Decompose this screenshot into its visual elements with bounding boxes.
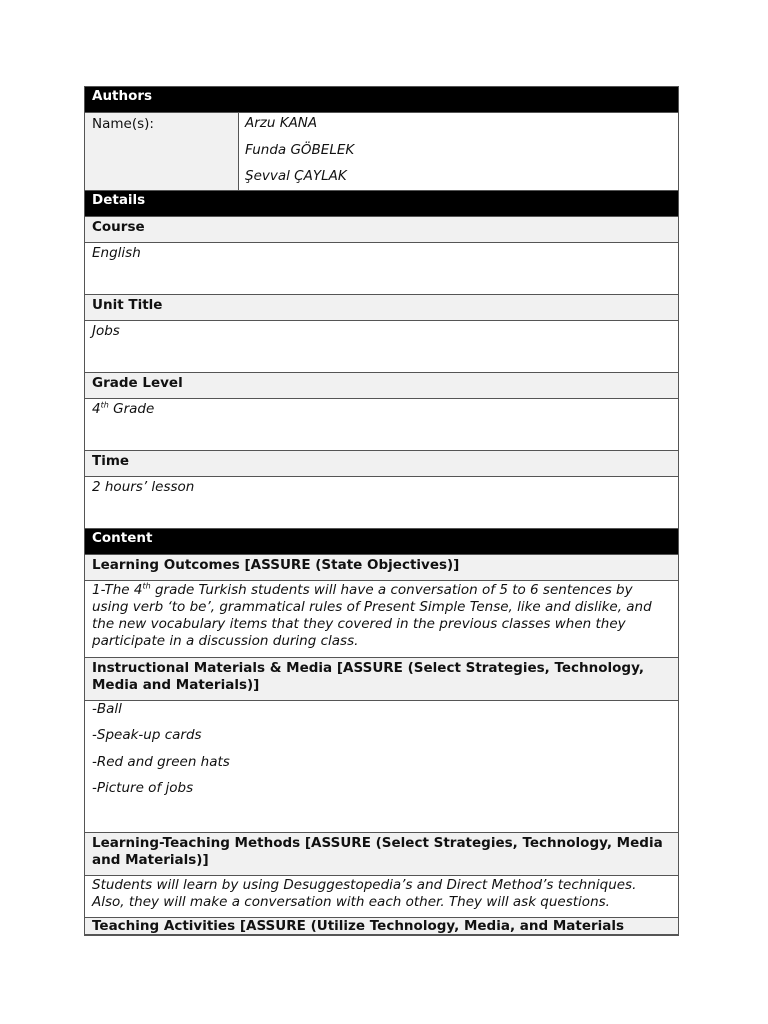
list-item: -Picture of jobs: [92, 779, 194, 796]
course-label: Course: [85, 217, 678, 243]
author-name: Funda GÖBELEK: [245, 141, 355, 158]
learning-outcomes-label: Learning Outcomes [ASSURE (State Objectives)]: [85, 555, 678, 581]
grade-ordinal: th: [100, 400, 109, 410]
grade-level-label: Grade Level: [85, 373, 678, 399]
outcome-ordinal: th: [142, 581, 151, 591]
names-label: Name(s):: [85, 113, 239, 190]
unit-title-value: Jobs: [85, 321, 678, 373]
unit-title-label: Unit Title: [85, 295, 678, 321]
methods-text: Students will learn by using Desuggestopedia’s and Direct Method’s techniques. Also, they will make a conversation with each other. They will ask questions.: [85, 876, 678, 918]
grade-level-value: [85, 399, 678, 451]
course-value: English: [85, 243, 678, 295]
materials-list: [85, 701, 678, 833]
list-item: -Speak-up cards: [92, 727, 202, 744]
list-item: -Ball: [92, 701, 122, 717]
methods-label: Learning-Teaching Methods [ASSURE (Select Strategies, Technology, Media and Materials)]: [85, 833, 678, 876]
materials-label: Instructional Materials & Media [ASSURE (Select Strategies, Technology, Media and Materials)]: [85, 658, 678, 701]
time-label: Time: [85, 451, 678, 477]
outcome-body: grade Turkish students will have a conversation of 5 to 6 sentences by using verb ‘to be’, grammatical rules of Present Simple Tense, like and dislike, and the new vocabulary items that they covered in the previous classes when they participate in a discussion during class.: [92, 582, 652, 649]
content-section-header: Content: [85, 529, 678, 555]
author-name: Şevval ÇAYLAK: [245, 168, 347, 184]
lesson-plan-table: [84, 86, 679, 936]
grade-word: Grade: [113, 401, 155, 417]
grade-number: 4: [92, 401, 101, 417]
author-names: [239, 113, 678, 190]
learning-outcome-text: [85, 581, 678, 658]
list-item: -Red and green hats: [92, 753, 230, 770]
authors-section-header: Authors: [85, 87, 678, 113]
outcome-prefix: 1-The 4: [92, 582, 143, 598]
author-name: Arzu KANA: [245, 115, 318, 131]
time-value: 2 hours’ lesson: [85, 477, 678, 529]
authors-row: [85, 113, 678, 191]
teaching-activities-label: Teaching Activities [ASSURE (Utilize Technology, Media, and Materials: [85, 918, 678, 935]
details-section-header: Details: [85, 191, 678, 217]
